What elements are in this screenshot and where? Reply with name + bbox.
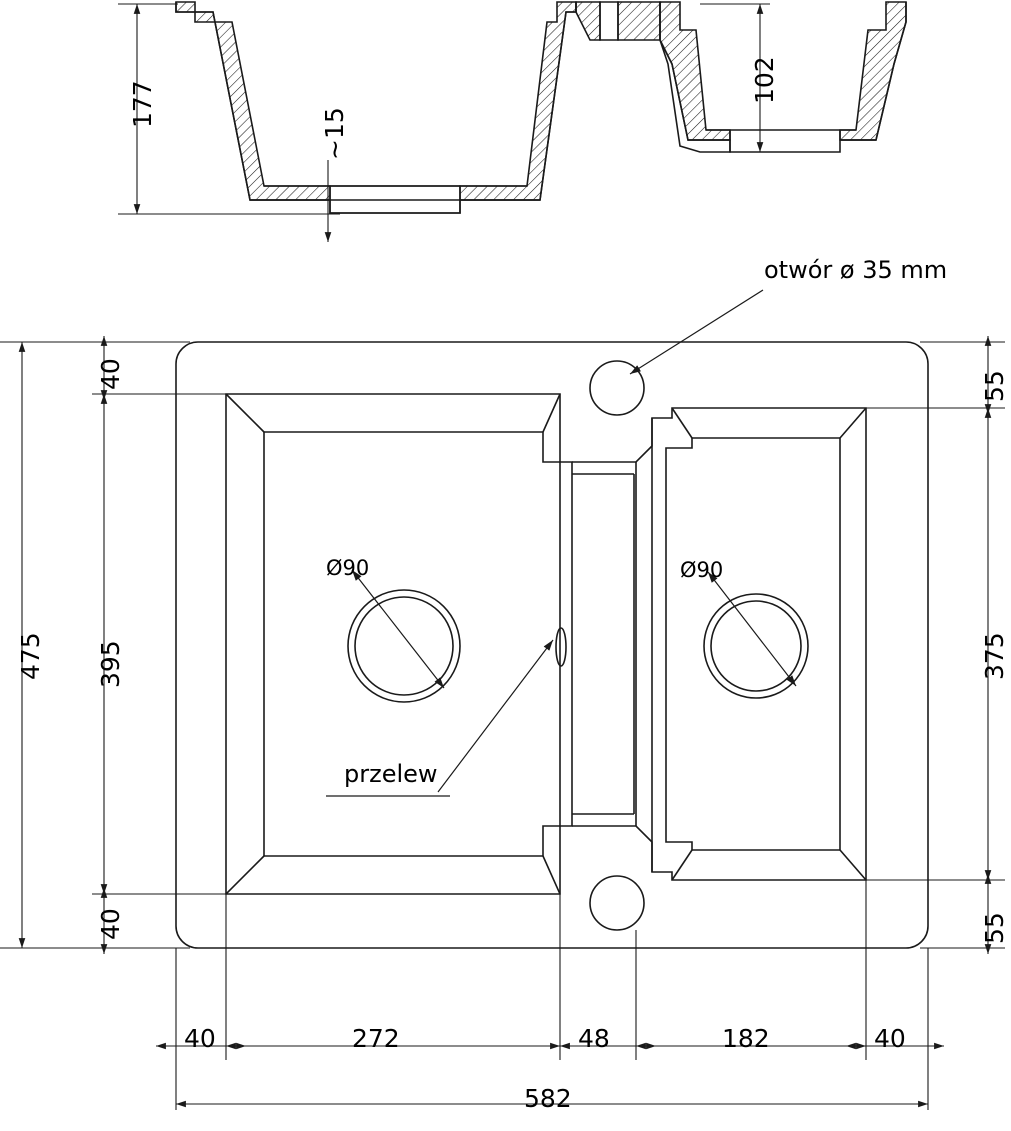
dimension-overall-depth: 475 — [16, 632, 45, 680]
dimension-drain-thickness: ~15 — [320, 107, 349, 160]
note-tap-hole: otwór ø 35 mm — [764, 256, 948, 284]
dimension-right-bowl-width: 182 — [722, 1024, 770, 1053]
dimension-top-margin: 40 — [96, 358, 125, 390]
dimension-overall-width: 582 — [524, 1084, 572, 1113]
dimension-depth-main-bowl: 177 — [128, 80, 157, 128]
dimension-left-bowl-width: 272 — [352, 1024, 400, 1053]
label-drain-right: Ø90 — [680, 558, 724, 582]
dimension-bridge-width: 48 — [578, 1024, 610, 1053]
dimension-right-bowl-length: 375 — [980, 632, 1009, 680]
dimension-bottom-margin: 40 — [96, 908, 125, 940]
plan-dimensions — [0, 336, 1009, 1113]
dimension-left-margin: 40 — [184, 1024, 216, 1053]
dimension-left-bowl-length: 395 — [96, 640, 125, 688]
note-overflow: przelew — [344, 760, 438, 788]
section-view-geometry — [176, 2, 906, 213]
dimension-depth-small-bowl: 102 — [750, 56, 779, 104]
dimension-right-margin: 40 — [874, 1024, 906, 1053]
dimension-right-top-margin: 55 — [980, 370, 1009, 402]
dimension-right-bottom-margin: 55 — [980, 912, 1009, 944]
plan-view-geometry — [176, 342, 928, 948]
label-drain-left: Ø90 — [326, 556, 370, 580]
plan-leader-lines — [326, 290, 796, 796]
